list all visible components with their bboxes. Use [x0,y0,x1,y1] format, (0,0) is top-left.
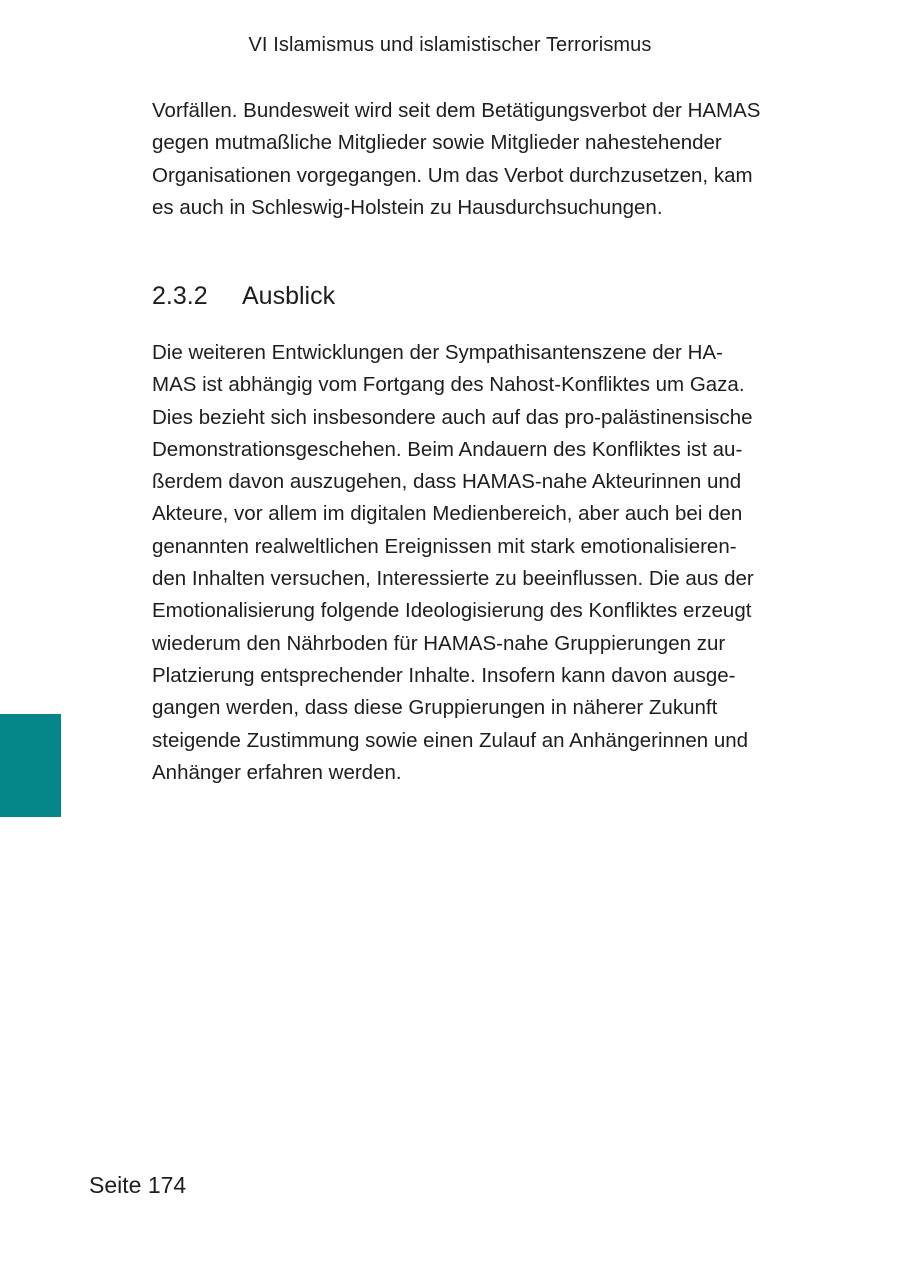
page-number: Seite 174 [89,1172,187,1198]
text-line: Die weiteren Entwicklungen der Sympathisantenszene der HA- [152,341,723,364]
text-line: Demonstrationsgeschehen. Beim Andauern des Konfliktes ist au- [152,437,743,461]
running-header: VI Islamismus und islamistischer Terrorismus [248,34,652,56]
text-line: MAS ist abhängig vom Fortgang des Nahost-Konfliktes um Gaza. [152,373,745,397]
text-line: wiederum den Nährboden für HAMAS-nahe Gruppierungen zur [152,631,726,655]
text-line: Dies bezieht sich insbesondere auch auf das pro-palästinensische [152,405,753,429]
section-number: 2.3.2 [152,282,208,310]
text-line: es auch in Schleswig-Holstein zu Hausdurchsuchungen. [152,195,663,219]
text-line: gangen werden, dass diese Gruppierungen in näherer Zukunft [152,696,718,720]
paragraph-2 [152,337,822,789]
text-line: genannten realweltlichen Ereignissen mit stark emotionalisieren- [152,534,737,558]
text-line: Vorfällen. Bundesweit wird seit dem Betätigungsverbot der HAMAS [152,99,761,122]
text-line: den Inhalten versuchen, Interessierte zu beeinflussen. Die aus der [152,567,754,591]
text-line: Platzierung entsprechender Inhalte. Insofern kann davon ausge- [152,663,736,687]
text-line: gegen mutmaßliche Mitglieder sowie Mitglieder nahestehender [152,131,722,155]
text-line: Emotionalisierung folgende Ideologisierung des Konfliktes erzeugt [152,599,752,623]
text-line: Organisationen vorgegangen. Um das Verbot durchzusetzen, kam [152,163,753,187]
paragraph-1 [152,95,822,224]
section-title: Ausblick [242,282,336,310]
section-heading [152,282,335,311]
chapter-marker-tab [0,714,61,817]
text-line: steigende Zustimmung sowie einen Zulauf an Anhängerinnen und [152,728,749,752]
text-line: ßerdem davon auszugehen, dass HAMAS-nahe Akteurinnen und [152,470,742,494]
text-line: Akteure, vor allem im digitalen Medienbereich, aber auch bei den [152,502,743,526]
text-line: Anhänger erfahren werden. [152,760,402,784]
